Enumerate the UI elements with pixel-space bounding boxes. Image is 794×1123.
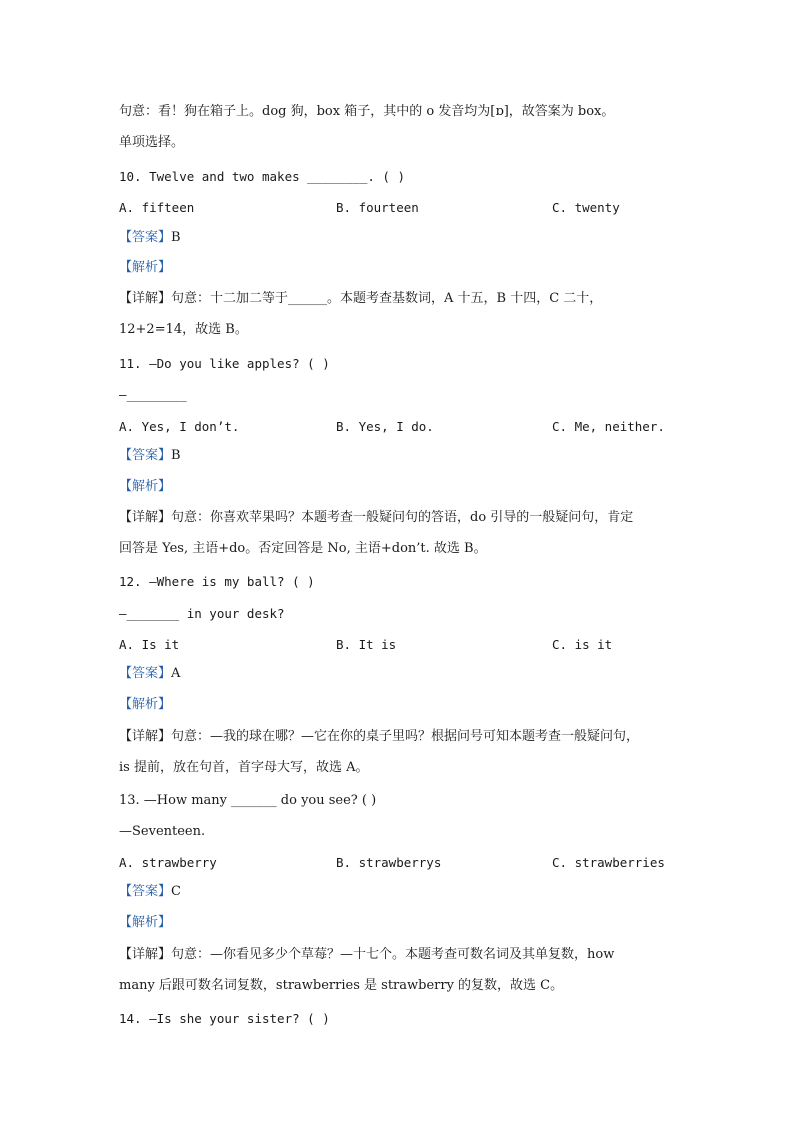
answer-label: 【答案】: [119, 230, 172, 245]
intro-explanation: 句意：看！狗在箱子上。dog 狗，box 箱子，其中的 o 发音均为[ɒ]，故答案为 box。: [119, 104, 615, 119]
q13-detail-cont: many 后跟可数名词复数，strawberries 是 strawberry 的复数，故选 C。: [119, 978, 564, 993]
q13-option-c: C. strawberries: [552, 855, 665, 870]
q13-reply: —Seventeen.: [119, 824, 206, 839]
analysis-label: 【解析】: [119, 697, 172, 712]
answer-value: C: [171, 884, 181, 899]
q12-option-a: A. Is it: [119, 637, 180, 652]
q13-answer: [119, 883, 181, 901]
section-heading: 单项选择。: [119, 135, 185, 150]
q11-answer: [119, 447, 181, 465]
question-14-stem: 14. —Is she your sister? ( ): [119, 1011, 330, 1026]
detail-text: 句意：你喜欢苹果吗？本题考查一般疑问句的答语，do 引导的一般疑问句，肯定: [171, 510, 634, 525]
detail-text: 句意：十二加二等于______。本题考查基数词，A 十五，B 十四，C 二十，: [171, 291, 603, 306]
question-11-stem: 11. —Do you like apples? ( ): [119, 356, 330, 371]
q11-detail: [119, 509, 633, 527]
q12-analysis: [119, 696, 171, 714]
q11-option-a: A. Yes, I don’t.: [119, 419, 240, 434]
q13-detail: [119, 946, 614, 964]
q11-option-b: B. Yes, I do.: [336, 419, 434, 434]
q12-detail-cont: is 提前，放在句首，首字母大写，故选 A。: [119, 760, 369, 775]
q11-reply: —________: [119, 387, 187, 402]
answer-value: B: [171, 448, 181, 463]
answer-value: B: [171, 230, 181, 245]
analysis-label: 【解析】: [119, 479, 172, 494]
q13-option-a: A. strawberry: [119, 855, 217, 870]
detail-label: 【详解】: [119, 729, 172, 744]
q13-analysis: [119, 914, 171, 932]
q10-option-b: B. fourteen: [336, 200, 419, 215]
q12-reply: —_______ in your desk?: [119, 606, 285, 621]
q12-answer: [119, 665, 180, 683]
q10-option-c: C. twenty: [552, 200, 620, 215]
q11-detail-cont: 回答是 Yes, 主语+do。否定回答是 No, 主语+don’t. 故选 B。: [119, 541, 487, 556]
answer-value: A: [171, 666, 181, 681]
q12-detail: [119, 728, 639, 746]
detail-label: 【详解】: [119, 510, 172, 525]
analysis-label: 【解析】: [119, 915, 172, 930]
q13-option-b: B. strawberrys: [336, 855, 442, 870]
q10-answer: [119, 229, 181, 247]
answer-label: 【答案】: [119, 666, 172, 681]
q11-option-c: C. Me, neither.: [552, 419, 665, 434]
question-12-stem: 12. —Where is my ball? ( ): [119, 574, 315, 589]
detail-label: 【详解】: [119, 291, 172, 306]
q12-option-c: C. is it: [552, 637, 613, 652]
analysis-label: 【解析】: [119, 260, 172, 275]
q11-analysis: [119, 478, 171, 496]
detail-label: 【详解】: [119, 947, 172, 962]
q10-analysis: [119, 259, 171, 277]
answer-label: 【答案】: [119, 448, 172, 463]
question-10-stem: 10. Twelve and two makes ________. ( ): [119, 169, 405, 184]
detail-text: 句意：—我的球在哪？—它在你的桌子里吗？根据问号可知本题考查一般疑问句，: [171, 729, 640, 744]
q10-detail: [119, 290, 602, 308]
question-13-stem: 13. —How many _______ do you see? ( ): [119, 793, 377, 808]
q10-option-a: A. fifteen: [119, 200, 195, 215]
q10-detail-cont: 12+2=14，故选 B。: [119, 322, 248, 337]
detail-text: 句意：—你看见多少个草莓？—十七个。本题考查可数名词及其单复数，how: [171, 947, 615, 962]
answer-label: 【答案】: [119, 884, 172, 899]
q12-option-b: B. It is: [336, 637, 397, 652]
